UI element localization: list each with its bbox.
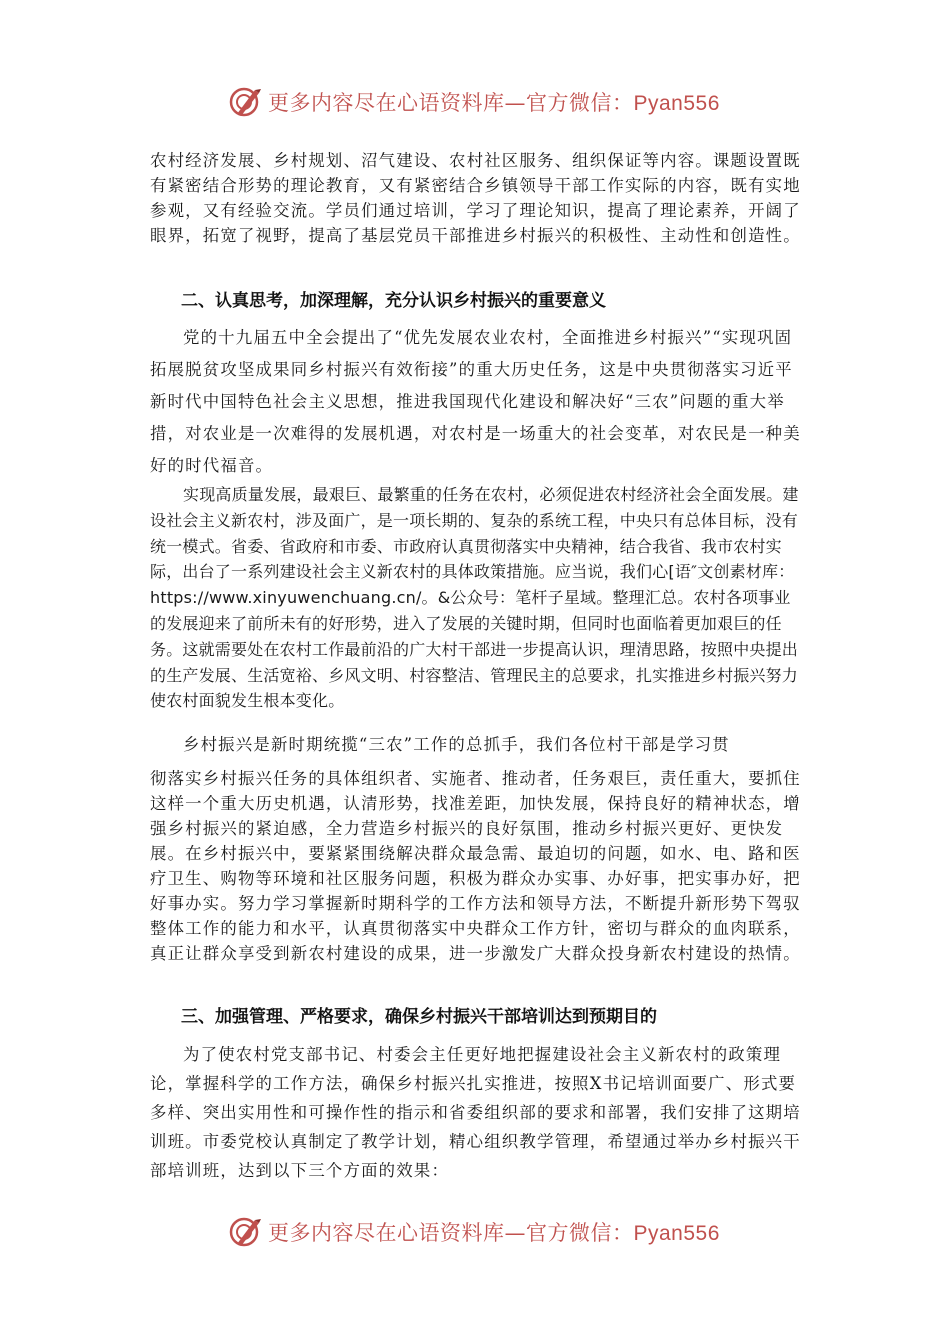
watermark-header <box>0 82 950 122</box>
paragraph-1: 农村经济发展、乡村规划、沼气建设、农村社区服务、组织保证等内容。课题设置既有紧密结合形势的理论教育，又有紧密结合乡镇领导干部工作实际的内容，既有实地参观，又有经验交流。学员们通过培训，学习了理论知识，提高了理论素养，开阔了眼界，拓宽了视野，提高了基层党员干部推进乡村振兴的积极性、主动性和创造性。 <box>150 151 801 245</box>
watermark-text: 更多内容尽在心语资料库—官方微信：Pyan556 <box>268 91 720 115</box>
pen-logo-icon <box>228 84 264 120</box>
paragraph-2: 党的十九届五中全会提出了“优先发展农业农村，全面推进乡村振兴”“实现巩固拓展脱贫攻坚成果同乡村振兴有效衔接”的重大历史任务，这是中央贯彻落实习近平新时代中国特色社会主义思想，推进我国现代化建设和解决好“三农”问题的重大举措，对农业是一次难得的发展机遇，对农村是一场重大的社会变革，对农民是一种美好的时代福音。 <box>150 328 801 475</box>
watermark-text: 更多内容尽在心语资料库—官方微信：Pyan556 <box>268 1221 720 1245</box>
paragraph-3: 实现高质量发展，最艰巨、最繁重的任务在农村，必须促进农村经济社会全面发展。建设社会主义新农村，涉及面广，是一项长期的、复杂的系统工程，中央只有总体目标，没有统一模式。省委、省政府和市委、市政府认真贯彻落实中央精神，结合我省、我市农村实际，出台了一系列建设社会主义新农村的具体政策措施。应当说，我们心[语″文创素材库：https://www.xinyuwenchuang.cn/。&公众号：笔杆子星域。整理汇总。农村各项事业的发展迎来了前所未有的好形势，进入了发展的关键时期，但同时也面临着更加艰巨的任务。这就需要处在农村工作最前沿的广大村干部进一步提高认识，理清思路，按照中央提出的生产发展、生活宽裕、乡风文明、村容整洁、管理民主的总要求，扎实推进乡村振兴努力使农村面貌发生根本变化。 <box>150 485 799 711</box>
watermark-footer <box>0 1212 950 1252</box>
paragraph-4-first-line: 乡村振兴是新时期统揽“三农”工作的总抓手，我们各位村干部是学习贯 <box>183 735 730 754</box>
paragraph-4-body: 彻落实乡村振兴任务的具体组织者、实施者、推动者，任务艰巨，责任重大，要抓住这样一个重大历史机遇，认清形势，找准差距，加快发展，保持良好的精神状态，增强乡村振兴的紧迫感，全力营造乡村振兴的良好氛围，推动乡村振兴更好、更快发展。在乡村振兴中，要紧紧围绕解决群众最急需、最迫切的问题，如水、电、路和医疗卫生、购物等环境和社区服务问题，积极为群众办实事、办好事，把实事办好，把好事办实。努力学习掌握新时期科学的工作方法和领导方法，不断提升新形势下驾驭整体工作的能力和水平，认真贯彻落实中央群众工作方针，密切与群众的血肉联系，真正让群众享受到新农村建设的成果，进一步激发广大群众投身新农村建设的热情。 <box>150 769 801 963</box>
section-heading-3: 三、加强管理、严格要求，确保乡村振兴干部培训达到预期目的 <box>181 1007 657 1027</box>
paragraph-5: 为了使农村党支部书记、村委会主任更好地把握建设社会主义新农村的政策理论，掌握科学的工作方法，确保乡村振兴扎实推进，按照X书记培训面要广、形式要多样、突出实用性和可操作性的指示和省委组织部的要求和部署，我们安排了这期培训班。市委党校认真制定了教学计划，精心组织教学管理，希望通过举办乡村振兴干部培训班，达到以下三个方面的效果： <box>150 1045 801 1180</box>
section-heading-2: 二、认真思考，加深理解，充分认识乡村振兴的重要意义 <box>181 291 606 311</box>
pen-logo-icon <box>228 1214 264 1250</box>
